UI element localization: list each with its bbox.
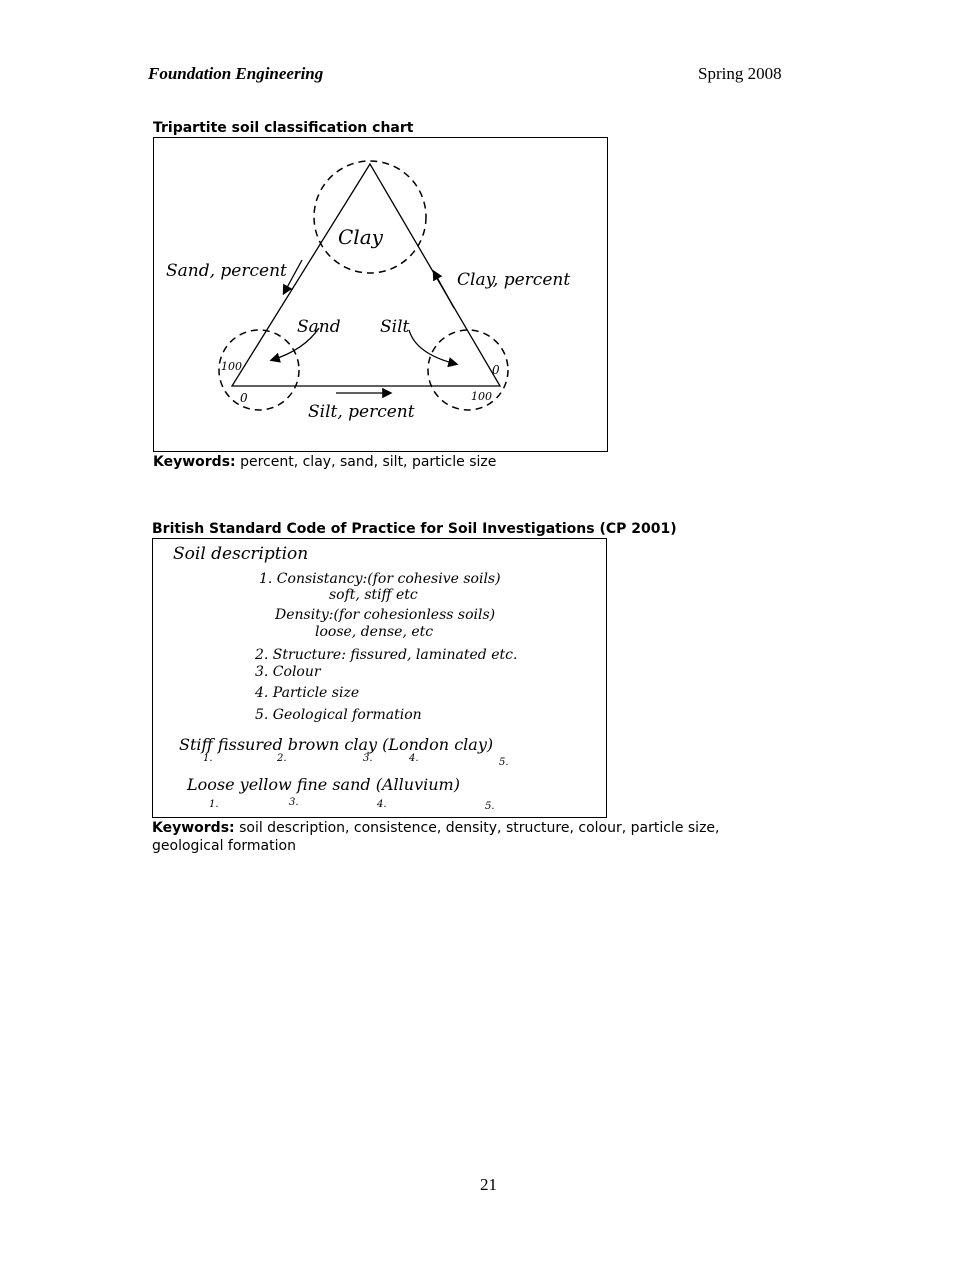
example1-n2: 2. [277, 753, 287, 764]
tripartite-diagram [154, 138, 607, 451]
example1-n4: 4. [409, 753, 419, 764]
example2-n5: 5. [485, 801, 495, 812]
example2-n3: 3. [289, 797, 299, 808]
consistency-examples: soft, stiff etc [329, 587, 418, 603]
silt-0-label: 0 [492, 363, 500, 377]
figure1-keywords [153, 453, 793, 471]
keywords-label: Keywords: [152, 820, 235, 836]
example1-n3: 3. [363, 753, 373, 764]
silt-percent-label: Silt, percent [308, 402, 415, 422]
example1-n5: 5. [499, 757, 509, 768]
example2-n4: 4. [377, 799, 387, 810]
structure-line: 2. Structure: fissured, laminated etc. [255, 647, 518, 663]
header-term: Spring 2008 [698, 64, 782, 83]
clay-percent-arrow [434, 272, 454, 308]
tripartite-chart [153, 137, 608, 452]
keywords-label: Keywords: [153, 454, 236, 470]
sand-percent-label: Sand, percent [166, 261, 287, 281]
sand-label: Sand [297, 317, 341, 337]
silt-100-label: 100 [471, 390, 492, 403]
figure2-keywords [152, 819, 782, 855]
silt-label: Silt [380, 317, 410, 337]
figure2-title: British Standard Code of Practice for Soil Investigations (CP 2001) [152, 521, 677, 537]
example1-text: Stiff fissured brown clay (London clay) [179, 735, 494, 754]
soil-description-handwriting [153, 539, 606, 817]
particle-size-line: 4. Particle size [255, 685, 360, 701]
example2-text: Loose yellow fine sand (Alluvium) [187, 775, 460, 794]
clay-zone-circle [314, 161, 426, 273]
soil-description-heading: Soil description [173, 544, 309, 564]
sand-0-label: 0 [240, 391, 248, 405]
keywords-text: soil description, consistence, density, structure, colour, particle size, geological formation [152, 820, 720, 854]
colour-line: 3. Colour [255, 664, 321, 680]
page-number: 21 [480, 1175, 497, 1194]
header-title: Foundation Engineering [148, 64, 324, 83]
keywords-text: percent, clay, sand, silt, particle size [235, 454, 497, 470]
density-examples: loose, dense, etc [315, 624, 434, 640]
sand-100-label: 100 [221, 360, 242, 373]
clay-percent-label: Clay, percent [457, 270, 571, 290]
figure1-title: Tripartite soil classification chart [153, 120, 414, 136]
density-line: Density:(for cohesionless soils) [275, 607, 496, 623]
soil-description-box [152, 538, 607, 818]
geological-formation-line: 5. Geological formation [255, 707, 422, 723]
example1-n1: 1. [203, 753, 213, 764]
example2-n1: 1. [209, 799, 219, 810]
clay-label: Clay [338, 225, 383, 249]
consistency-line: 1. Consistancy:(for cohesive soils) [259, 571, 501, 587]
